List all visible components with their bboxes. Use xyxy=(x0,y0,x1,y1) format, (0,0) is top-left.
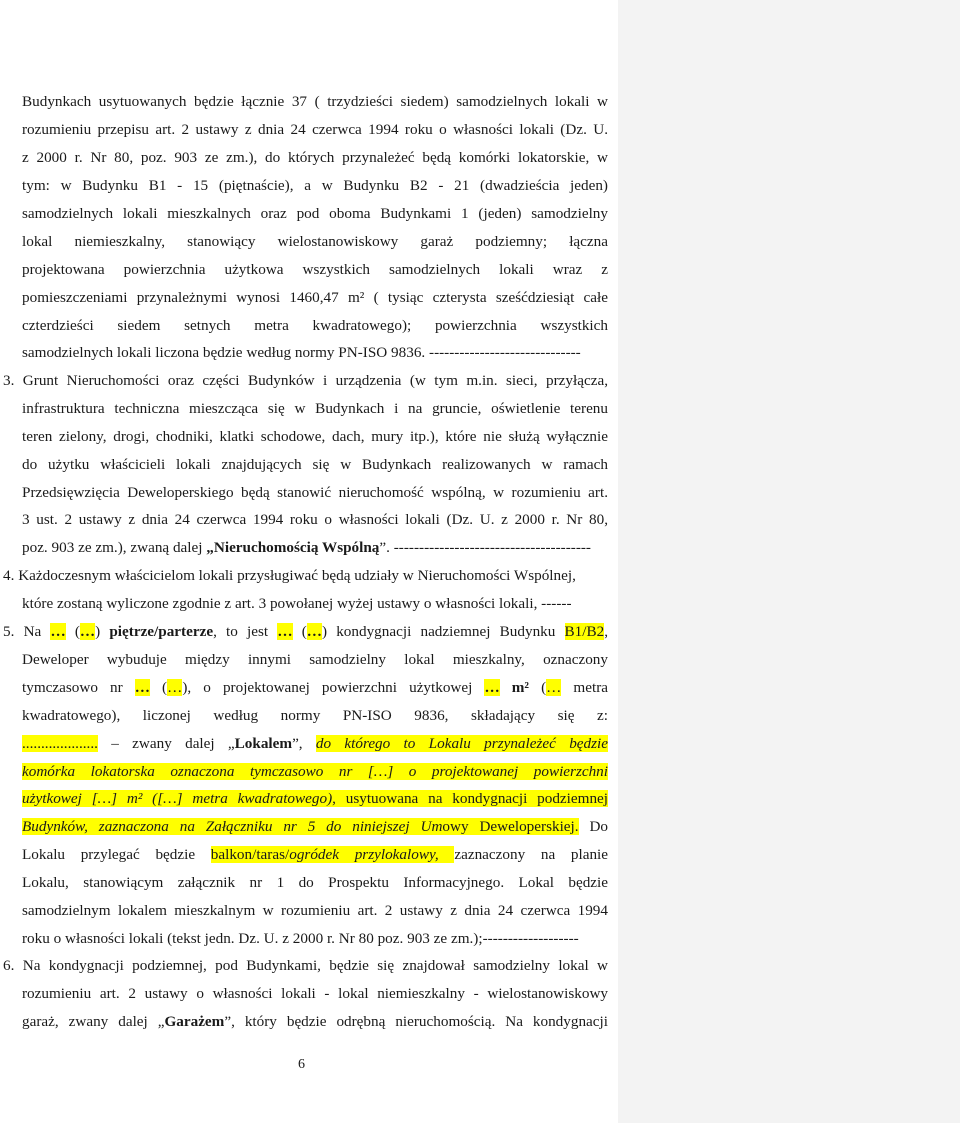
text-line: samodzielnym lokalem mieszkalnym w rozumieniu art. 2 ustawy z dnia 24 czerwca 1994 xyxy=(22,902,608,919)
text-line: teren zielony, drogi, chodniki, klatki schodowe, dach, mury itp.), które nie służą wyłącznie xyxy=(22,428,608,445)
text-run: ”, który będzie odrębną nieruchomością. Na kondygnacji xyxy=(224,1013,608,1030)
placeholder-blank: … xyxy=(306,623,322,640)
text-run: ) xyxy=(95,623,110,640)
text-line xyxy=(22,538,608,558)
defined-term-garaz: Garażem xyxy=(164,1013,225,1030)
text-run: tymczasowo nr xyxy=(22,679,135,696)
text-run: ( xyxy=(65,623,80,640)
text-run: , to jest xyxy=(213,623,278,640)
text-line: z 2000 r. Nr 80, poz. 903 ze zm.), do których przynależeć będą komórki lokatorskie, w xyxy=(22,149,608,166)
text-line: które zostaną wyliczone zgodnie z art. 3 powołanej wyżej ustawy o własności lokali, ------ xyxy=(22,595,572,612)
text-line: infrastruktura techniczna mieszcząca się w Budynkach i na gruncie, oświetlenie terenu xyxy=(22,400,608,417)
placeholder-blank: … xyxy=(50,623,66,640)
paragraph-3-line: 3. Grunt Nieruchomości oraz części Budynków i urządzenia (w tym m.in. sieci, przyłącza, xyxy=(3,372,608,389)
unit-m2: m² xyxy=(499,679,529,696)
text-line xyxy=(22,817,608,837)
text-line: rozumieniu przepisu art. 2 ustawy z dnia 24 czerwca 1994 roku o własności lokali (Dz. U. xyxy=(22,121,608,138)
placeholder-blank: … xyxy=(134,679,150,696)
text-line: Lokalu, stanowiącym załącznik nr 1 do Prospektu Informacyjnego. Lokal będzie xyxy=(22,874,608,891)
text-line xyxy=(22,845,608,865)
floor-option: piętrze/parterze xyxy=(109,623,214,640)
text-line: do użytku właścicieli lokali znajdujących się w Budynkach realizowanych w ramach xyxy=(22,456,608,473)
text-run: ( xyxy=(292,623,307,640)
highlighted-clause: Budynków, zaznaczona na Załączniku nr 5 do niniejszej Um xyxy=(22,818,443,835)
text-line: czterdzieści siedem setnych metra kwadratowego); powierzchnia wszystkich xyxy=(22,317,608,334)
highlighted-clause: , usytuowana na kondygnacji podziemnej xyxy=(332,790,608,807)
highlighted-clause: do którego to Lokalu przynależeć będzie xyxy=(315,735,608,752)
paragraph-5-line xyxy=(3,622,608,642)
text-line: tym: w Budynku B1 - 15 (piętnaście), a w Budynku B2 - 21 (dwadzieścia jeden) xyxy=(22,177,608,194)
page-number: 6 xyxy=(298,1057,305,1072)
paragraph-6-line: 6. Na kondygnacji podziemnej, pod Budynkami, będzie się znajdował samodzielny lokal w xyxy=(3,957,608,974)
building-option: B1/B2 xyxy=(564,623,605,640)
text-line: Przedsięwzięcia Deweloperskiego będą stanowić nieruchomość wspólną, w rozumieniu art. xyxy=(22,484,608,501)
placeholder-blank: … xyxy=(484,679,500,696)
text-line xyxy=(22,734,608,754)
placeholder-blank: … xyxy=(277,623,293,640)
comment-margin-pane xyxy=(618,0,960,1123)
text-run: – zwany dalej „ xyxy=(97,735,235,752)
text-line: Deweloper wybuduje między innymi samodzielny lokal mieszkalny, oznaczony xyxy=(22,651,608,668)
text-line xyxy=(22,789,608,809)
text-line xyxy=(22,762,608,782)
text-run: Lokalu przylegać będzie xyxy=(22,846,211,863)
text-line xyxy=(22,678,608,698)
placeholder-blank: … xyxy=(79,623,96,640)
text-line: rozumieniu art. 2 ustawy o własności lokali - lokal niemieszkalny - wielostanowiskowy xyxy=(22,985,608,1002)
text-line: pomieszczeniami przynależnymi wynosi 1460,47 m² ( tysiąc czterysta sześćdziesiąt całe xyxy=(22,289,608,306)
text-line: 3 ust. 2 ustawy z dnia 24 czerwca 1994 roku o własności lokali (Dz. U. z 2000 r. Nr 80, xyxy=(22,511,608,528)
text-run: garaż, zwany dalej „ xyxy=(22,1013,165,1030)
text-run: 5. Na xyxy=(3,623,51,640)
highlighted-option: ogródek przylokalowy, xyxy=(289,846,455,863)
text-line: samodzielnych lokali liczona będzie według normy PN-ISO 9836. ------------------------------ xyxy=(22,344,581,361)
highlighted-option: balkon/taras/ xyxy=(210,846,290,863)
text-run: zaznaczony na planie xyxy=(454,846,609,863)
text-run: ”, xyxy=(292,735,316,752)
highlighted-clause: komórka lokatorska oznaczona tymczasowo nr […] o projektowanej powierzchni xyxy=(22,763,608,780)
text-line: samodzielnych lokali mieszkalnych oraz pod oboma Budynkami 1 (jeden) samodzielny xyxy=(22,205,608,222)
text-run: ”. --------------------------------------- xyxy=(379,539,591,556)
text-run: ), o projektowanej powierzchni użytkowej xyxy=(182,679,485,696)
text-run: ( xyxy=(528,679,547,696)
text-run: poz. 903 ze zm.), zwaną dalej xyxy=(22,539,207,556)
placeholder-blank: … xyxy=(167,679,183,696)
text-line: lokal niemieszkalny, stanowiący wielostanowiskowy garaż podziemny; łączna xyxy=(22,233,608,250)
highlighted-clause: użytkowej […] m² ([…] metra kwadratowego) xyxy=(22,790,333,807)
text-line: projektowana powierzchnia użytkowa wszystkich samodzielnych lokali wraz z xyxy=(22,261,608,278)
text-run: Do xyxy=(578,818,609,835)
text-line xyxy=(22,1012,608,1032)
placeholder-dots: .................... xyxy=(22,735,98,752)
defined-term-nieruchomosc-wspolna: „Nieruchomością Wspólną xyxy=(206,539,380,556)
text-run: metra xyxy=(561,679,608,696)
text-run: ) kondygnacji nadziemnej Budynku xyxy=(321,623,565,640)
defined-term-lokal: Lokalem xyxy=(234,735,293,752)
text-run: ( xyxy=(149,679,168,696)
paragraph-4-line: 4. Każdoczesnym właścicielom lokali przysługiwać będą udziały w Nieruchomości Wspólnej, xyxy=(3,567,576,584)
highlighted-clause: owy Deweloperskiej. xyxy=(442,818,579,835)
text-line: Budynkach usytuowanych będzie łącznie 37 ( trzydzieści siedem) samodzielnych lokali w xyxy=(22,93,608,110)
text-line: roku o własności lokali (tekst jedn. Dz. U. z 2000 r. Nr 80 poz. 903 ze zm.);------------------- xyxy=(22,930,579,947)
text-line: kwadratowego), liczonej według normy PN-ISO 9836, składający się z: xyxy=(22,707,608,724)
text-run: , xyxy=(604,623,609,640)
placeholder-blank: … xyxy=(546,679,562,696)
